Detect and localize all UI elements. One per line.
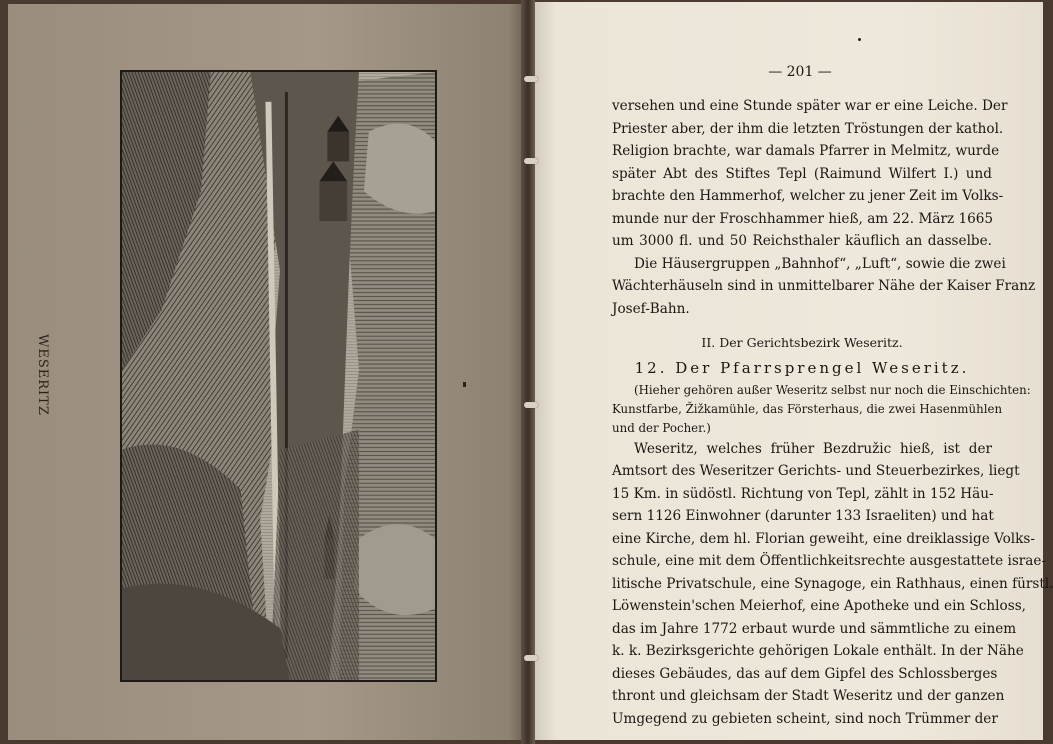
text-line: eine Kirche, dem hl. Florian geweiht, eine dreiklassige Volks- (612, 530, 1035, 547)
text-line: um 3000 fl. und 50 Reichsthaler käuflich an dasselbe. (612, 233, 992, 249)
engraving-image (122, 72, 435, 680)
text-line: litische Privatschule, eine Synagoge, ein Rathhaus, einen fürstl. (612, 575, 1053, 592)
text-line: Wächterhäuseln sind in unmittelbarer Nähe der Kaiser Franz (612, 278, 1036, 294)
text-line: Die Häusergruppen „Bahnhof“, „Luft“, sowie die zwei (634, 255, 1006, 272)
text-line: Kunstfarbe, Žižkamühle, das Försterhaus, die zwei Hasenmühlen (612, 401, 1003, 416)
text-line: munde nur der Froschhammer hieß, am 22. März 1665 (612, 210, 994, 227)
binding-stitch (524, 158, 538, 164)
text-line: das im Jahre 1772 erbaut wurde und sämmtliche zu einem (612, 620, 1017, 637)
binding-stitch (524, 402, 538, 408)
text-line: und der Pocher.) (612, 420, 711, 435)
text-line: Löwenstein'schen Meierhof, eine Apotheke und ein Schloss, (612, 598, 1026, 614)
subsection-heading: 12. Der Pfarrsprengel Weseritz. (634, 358, 970, 377)
binding-stitch (524, 76, 538, 82)
text-line: Umgegend zu gebieten scheint, sind noch Trümmer der (612, 710, 998, 727)
text-line: versehen und eine Stunde später war er eine Leiche. Der (612, 98, 1008, 114)
book-gutter (521, 0, 535, 744)
text-line: dieses Gebäudes, das auf dem Gipfel des Schlossberges (612, 665, 998, 682)
text-line: brachte den Hammerhof, welcher zu jener Zeit im Volks- (612, 188, 1004, 204)
text-line: später Abt des Stiftes Tepl (Raimund Wilfert I.) und (612, 165, 992, 182)
text-line: Priester aber, der ihm die letzten Tröstungen der kathol. (612, 120, 1004, 137)
text-line: sern 1126 Einwohner (darunter 133 Israeliten) und hat (612, 508, 994, 524)
text-line: Josef-Bahn. (612, 300, 690, 317)
text-line: Amtsort des Weseritzer Gerichts- und Steuerbezirkes, liegt (612, 463, 1020, 479)
text-line: k. k. Bezirksgerichte gehörigen Lokale enthält. In der Nähe (612, 643, 1024, 659)
text-line: thront und gleichsam der Stadt Weseritz und der ganzen (612, 688, 1005, 704)
paragraph-weseritz (612, 438, 1053, 731)
paragraph-intro (612, 95, 1036, 320)
parish-note (612, 381, 1031, 438)
text-line: Religion brachte, war damals Pfarrer in Melmitz, wurde (612, 143, 1000, 159)
text-line: Weseritz, welches früher Bezdružic hieß, ist der (634, 440, 992, 457)
page-number: — 201 — (768, 64, 832, 80)
section-heading: II. Der Gerichtsbezirk Weseritz. (701, 335, 903, 350)
binding-stitch (524, 655, 538, 661)
text-line: (Hieher gehören außer Weseritz selbst nur noch die Einschichten: (634, 382, 1031, 397)
page-mark (463, 382, 466, 387)
page-speck (858, 38, 861, 41)
text-line: 15 Km. in südöstl. Richtung von Tepl, zählt in 152 Häu- (612, 485, 994, 502)
text-line: schule, eine mit dem Öffentlichkeitsrechte ausgestattete israe- (612, 553, 1047, 569)
town-engraving (120, 70, 437, 682)
text-block (612, 95, 1053, 730)
illustration-caption: WESERITZ (35, 334, 50, 416)
